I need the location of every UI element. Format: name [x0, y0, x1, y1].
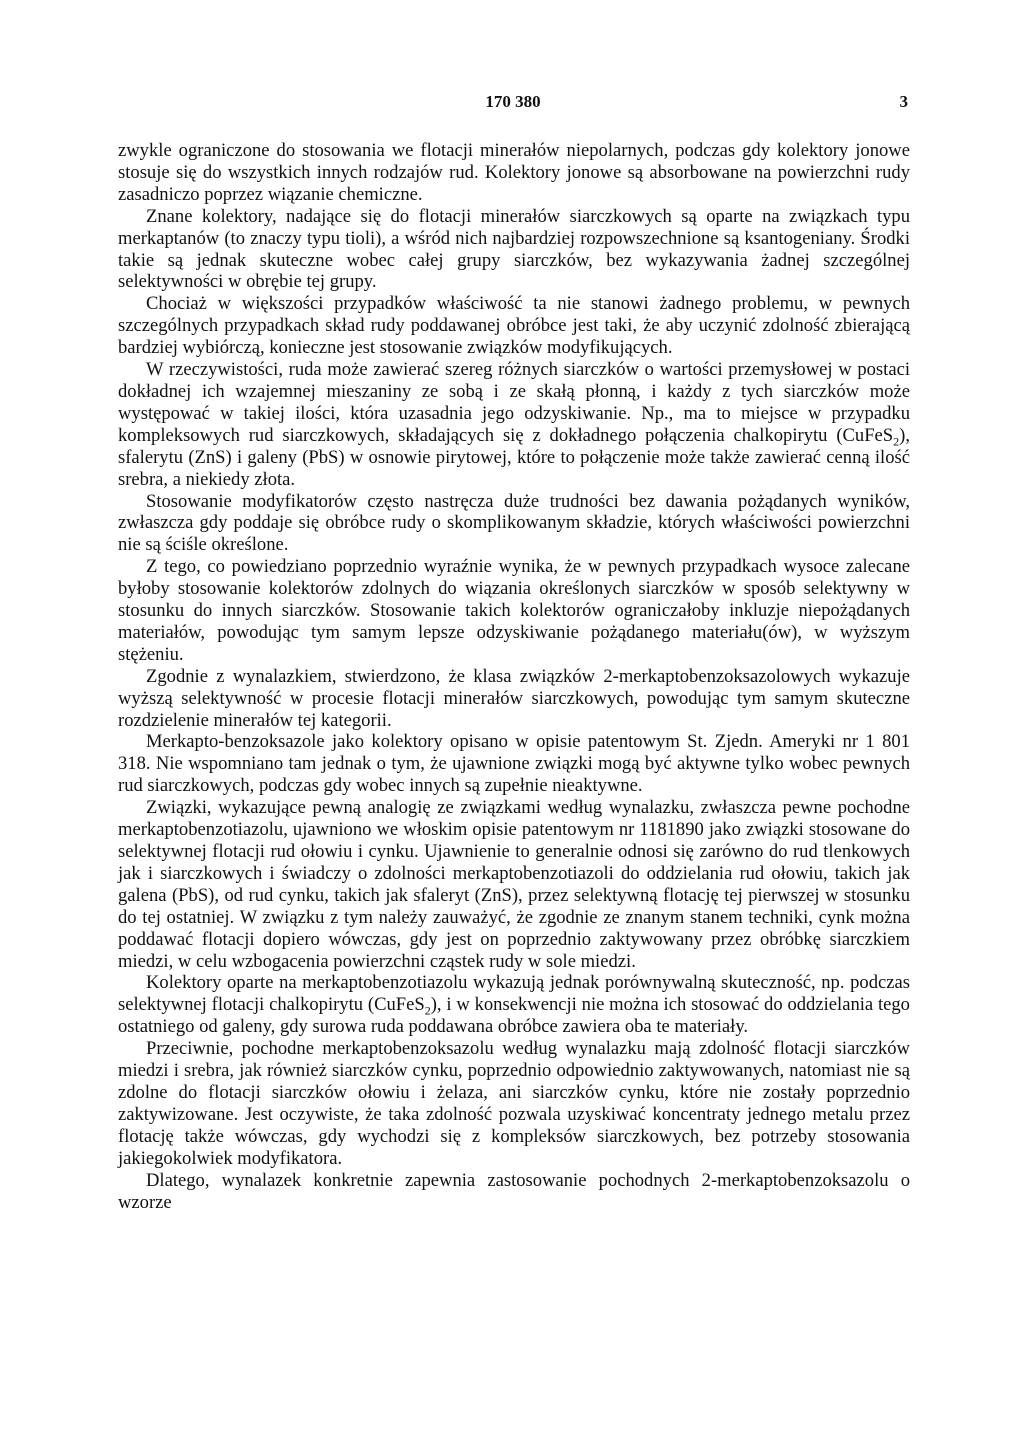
paragraph-6: Z tego, co powiedziano poprzednio wyraźnie wynika, że w pewnych przypadkach wysoce zalecane byłoby stosowanie kolektorów zdolnych do wiązania określonych siarczków w sposób selektywny w stosunku do innych siarczków. Stosowanie takich kolektorów ograniczałoby inkluzje niepożądanych materiałów, powodując tym samym lepsze odzyskiwanie pożądanego materiału(ów), w wyższym stężeniu.: [118, 556, 910, 665]
paragraph-1: zwykle ograniczone do stosowania we flotacji minerałów niepolarnych, podczas gdy kolektory jonowe stosuje się do wszystkich innych rodzajów rud. Kolektory jonowe są absorbowane na powierzchni rudy zasadniczo poprzez wiązanie chemiczne.: [118, 140, 910, 205]
paragraph-5: Stosowanie modyfikatorów często nastręcza duże trudności bez dawania pożądanych wyników, zwłaszcza gdy poddaje się obróbce rudy o skomplikowanym składzie, których właściwości powierzchni nie są ściśle określone.: [118, 490, 910, 556]
paragraph-9: Związki, wykazujące pewną analogię ze związkami według wynalazku, zwłaszcza pewne pochodne merkaptobenzotiazolu, ujawniono we włoskim opisie patentowym nr 1181890 jako związki stosowane do selektywnej flotacji rud ołowiu i cynku. Ujawnienie to generalnie odnosi się zarówno do rud tlenkowych jak i siarczkowych i świadczy o zdolności merkaptobenzotiazoli do oddzielania rud ołowiu, takich jak galena (PbS), od rud cynku, takich jak sfaleryt (ZnS), przez selektywną flotację tej pierwszej w stosunku do tej ostatniej. W związku z tym należy zauważyć, że zgodnie ze znanym stanem techniki, cynk można poddawać flotacji dopiero wówczas, gdy jest on poprzednio zaktywowany przez obróbkę siarczkiem miedzi, w celu wzbogacenia powierzchni cząstek rudy w sole miedzi.: [118, 797, 910, 972]
paragraph-12: Dlatego, wynalazek konkretnie zapewnia zastosowanie pochodnych 2-merkaptobenzoksazolu o wzorze: [118, 1169, 910, 1213]
page-header: [118, 92, 908, 116]
document-number: 170 380: [485, 92, 541, 111]
paragraph-10: Kolektory oparte na merkaptobenzotiazolu wykazują jednak porównywalną skuteczność, np. podczas selektywnej flotacji chalkopirytu (CuFeS$_2$), i w konsekwencji nie można ich stosować do oddzielania tego ostatniego od galeny, gdy surowa ruda poddawana obróbce zawiera oba te materiały.: [118, 972, 910, 1038]
page-number: 3: [899, 92, 908, 111]
paragraph-3: Chociaż w większości przypadków właściwość ta nie stanowi żadnego problemu, w pewnych szczególnych przypadkach skład rudy poddawanej obróbce jest taki, że aby uczynić zdolność zbierającą bardziej wybiórczą, konieczne jest stosowanie związków modyfikujących.: [118, 293, 910, 359]
paragraph-11: Przeciwnie, pochodne merkaptobenzoksazolu według wynalazku mają zdolność flotacji siarczków miedzi i srebra, jak również siarczków cynku, poprzednio odpowiednio zaktywowanych, natomiast nie są zdolne do flotacji siarczków ołowiu i żelaza, ani siarczków cynku, które nie zostały poprzednio zaktywizowane. Jest oczywiste, że taka zdolność pozwala uzyskiwać koncentraty jednego metalu przez flotację także wówczas, gdy wychodzi się z kompleksów siarczkowych, bez potrzeby stosowania jakiegokolwiek modyfikatora.: [118, 1038, 910, 1169]
paragraph-4: W rzeczywistości, ruda może zawierać szereg różnych siarczków o wartości przemysłowej w postaci dokładnej ich wzajemnej mieszaniny ze sobą i ze skałą płonną, i każdy z tych siarczków może występować w takiej ilości, która uzasadnia jego odzyskiwanie. Np., ma to miejsce w przypadku kompleksowych rud siarczkowych, składających się z dokładnego połączenia chalkopirytu (CuFeS$_2$), sfalerytu (ZnS) i galeny (PbS) w osnowie pirytowej, które to połączenie może także zawierać cenną ilość srebra, a niekiedy złota.: [118, 359, 910, 490]
paragraph-2: Znane kolektory, nadające się do flotacji minerałów siarczkowych są oparte na związkach typu merkaptanów (to znaczy typu tioli), a wśród nich najbardziej rozpowszechnione są ksantogeniany. Środki takie są jednak skuteczne wobec całej grupy siarczków, bez wykazywania żadnej szczególnej selektywności w obrębie tej grupy.: [118, 205, 910, 293]
document-body: [118, 140, 910, 1213]
paragraph-7: Zgodnie z wynalazkiem, stwierdzono, że klasa związków 2-merkaptobenzoksazolowych wykazuje wyższą selektywność w procesie flotacji minerałów siarczkowych, powodując tym samym skuteczne rozdzielenie minerałów tej kategorii.: [118, 665, 910, 731]
paragraph-8: Merkapto-benzoksazole jako kolektory opisano w opisie patentowym St. Zjedn. Ameryki nr 1 801 318. Nie wspomniano tam jednak o tym, że ujawnione związki mogą być aktywne tylko wobec pewnych rud siarczkowych, podczas gdy wobec innych są zupełnie nieaktywne.: [118, 731, 910, 797]
